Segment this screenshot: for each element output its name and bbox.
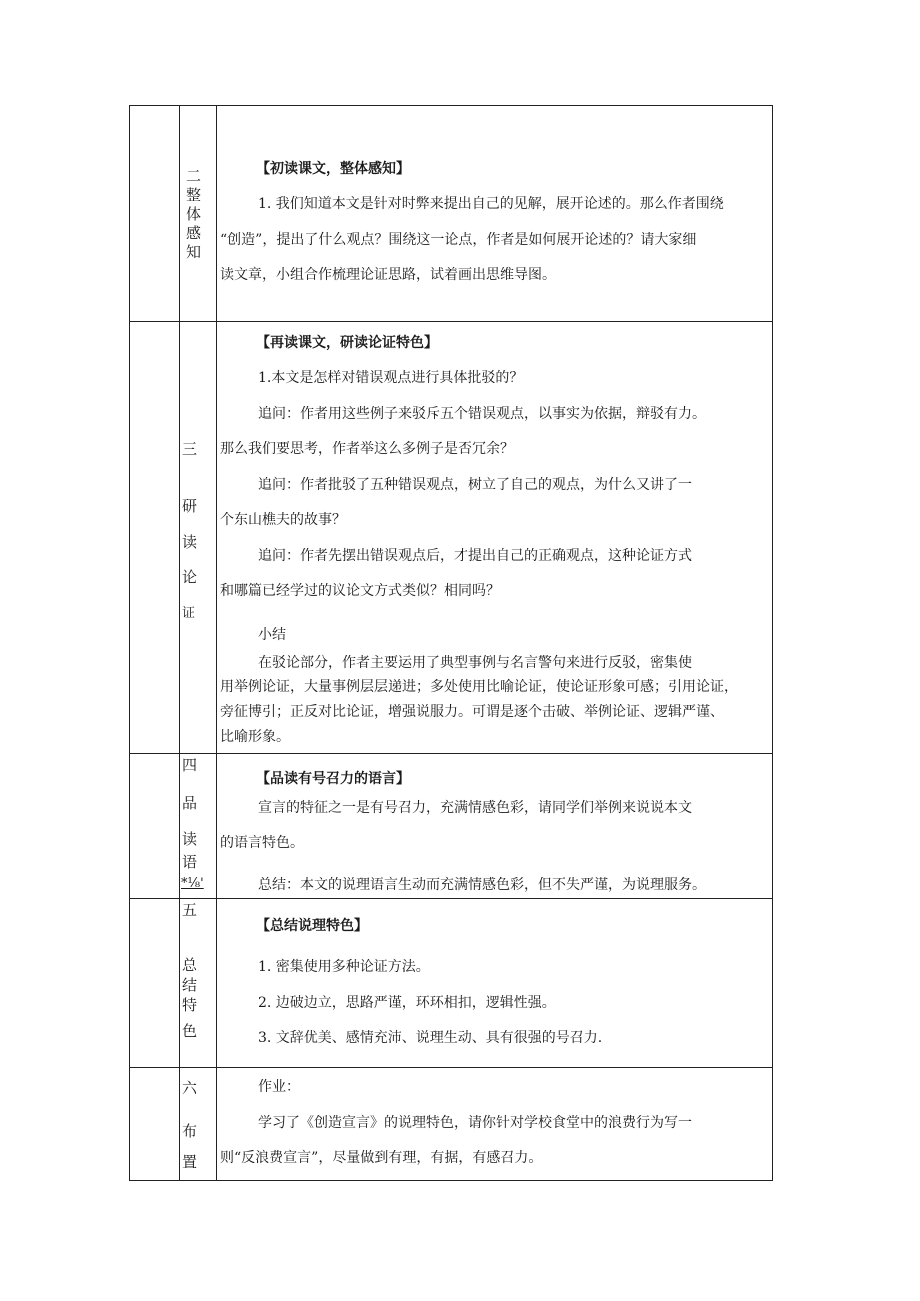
section-label-char: 研	[182, 497, 198, 515]
body-line: 3. 文辞优美、感情充沛、说理生动、具有很强的号召力.	[258, 1030, 603, 1046]
body-line: 和哪篇已经学过的议论文方式类似？相同吗？	[220, 583, 500, 599]
table-border-top	[129, 105, 773, 106]
body-line: 1. 我们知道本文是针对时弊来提出自己的见解，展开论述的。那么作者围绕	[258, 196, 724, 212]
body-line: 则“反浪费宣言”，尽量做到有理，有据，有感召力。	[220, 1150, 543, 1166]
section-label-char: 特	[182, 996, 198, 1014]
section-label-char: 二	[186, 167, 202, 185]
section-label-char: 五	[182, 901, 198, 919]
section-label-char: 置	[182, 1153, 198, 1171]
section-label-char: 总	[182, 956, 198, 974]
section-label-char: 读	[182, 533, 198, 551]
body-line: 在驳论部分，作者主要运用了典型事例与名言警句来进行反驳，密集使	[258, 655, 692, 671]
section-label-char: 结	[182, 976, 198, 994]
body-line: 学习了《创造宣言》的说理特色，请你针对学校食堂中的浪费行为写一	[258, 1115, 692, 1131]
body-line: 追问：作者先摆出错误观点后，才提出自己的正确观点，这种论证方式	[258, 548, 692, 564]
body-line: 2. 边破边立，思路严谨，环环相扣，逻辑性强。	[258, 995, 556, 1011]
section-label-char: 感	[186, 224, 202, 242]
body-line: 追问：作者批驳了五种错误观点，树立了自己的观点，为什么又讲了一	[258, 477, 692, 493]
body-line: 读文章，小组合作梳理论证思路，试着画出思维导图。	[220, 267, 556, 283]
section-label-char: 证	[182, 606, 196, 621]
body-line: 宣言的特征之一是有号召力，充满情感色彩，请同学们举例来说说本文	[258, 800, 692, 816]
section-label-char: *⅛'	[181, 876, 204, 891]
section-label-char: 品	[182, 794, 198, 812]
body-line: 的语言特色。	[220, 835, 304, 851]
section-heading: 【品读有号召力的语言】	[256, 771, 410, 787]
section-heading: 【总结说理特色】	[256, 918, 368, 934]
section-heading: 【再读课文，研读论证特色】	[256, 335, 438, 351]
section-label-char: 读	[182, 830, 198, 848]
body-line: “创造”，提出了什么观点？围绕这一论点，作者是如何展开论述的？请大家细	[220, 232, 697, 248]
section-label-char: 六	[182, 1079, 198, 1097]
row-divider	[129, 321, 773, 322]
section-label-char: 论	[182, 568, 198, 586]
table-border-bottom	[129, 1180, 773, 1181]
body-line: 个东山樵夫的故事？	[220, 512, 346, 528]
section-label-char: 三	[182, 440, 198, 458]
section-label-char: 色	[182, 1022, 198, 1040]
body-line: 追问：作者用这些例子来驳斥五个错误观点，以事实为依据，辩驳有力。	[258, 406, 706, 422]
table-divider-col1	[179, 105, 180, 1181]
body-line: 总结：本文的说理语言生动而充满情感色彩，但不失严谨，为说理服务。	[258, 877, 706, 893]
table-border-right	[772, 105, 773, 1181]
section-heading: 【初读课文，整体感知】	[256, 161, 410, 177]
row-divider	[129, 753, 773, 754]
summary-label: 小结	[258, 627, 286, 643]
body-line: 1. 密集使用多种论证方法。	[258, 959, 430, 975]
row-divider	[129, 1067, 773, 1068]
table-border-left	[129, 105, 130, 1181]
table-divider-col2	[216, 105, 217, 1181]
section-label-char: 四	[182, 756, 198, 774]
section-label-char: 体	[186, 205, 202, 223]
section-label-char: 整	[186, 186, 202, 204]
body-line: 旁征博引；正反对比论证，增强说服力。可谓是逐个击破、举例论证、逻辑严谨、	[220, 704, 724, 720]
body-line: 1.本文是怎样对错误观点进行具体批驳的？	[258, 370, 524, 386]
body-line: 比喻形象。	[220, 729, 290, 745]
homework-label: 作业：	[258, 1079, 300, 1095]
section-label-char: 知	[186, 243, 202, 261]
section-label-char: 语	[182, 853, 198, 871]
body-line: 用举例论证，大量事例层层递进；多处使用比喻论证，使论证形象可感；引用论证，	[220, 679, 738, 695]
body-line: 那么我们要思考，作者举这么多例子是否冗余？	[220, 441, 514, 457]
row-divider	[129, 898, 773, 899]
section-label-char: 布	[182, 1122, 198, 1140]
